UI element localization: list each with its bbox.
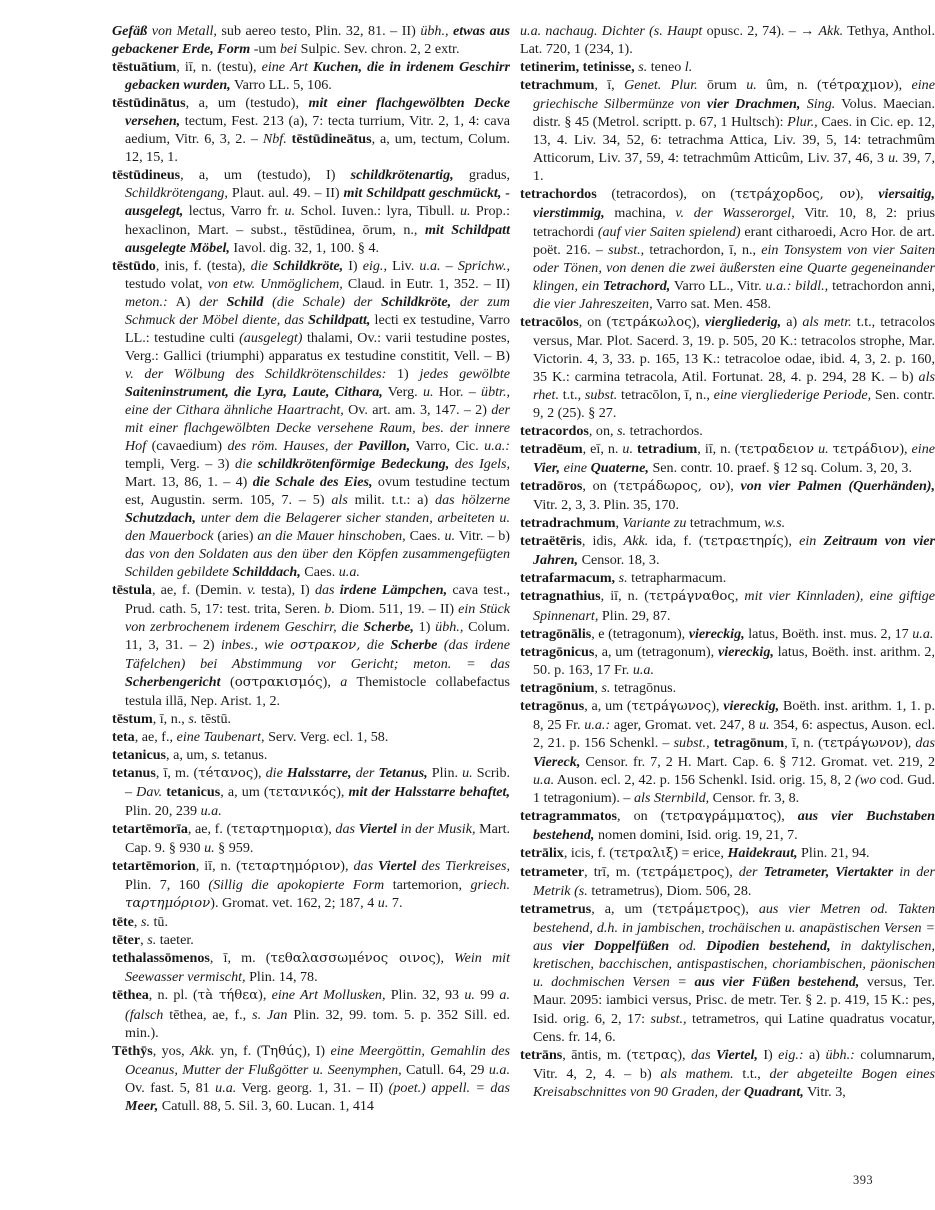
left-column	[112, 22, 512, 1115]
dictionary-entry: tetrachmum, ī, Genet. Plur. ōrum u. ûm, n. (τéτραχμον), eine griechische Silbermünze von vier Drachmen, Sing. Volus. Maecian. distr. § 45 (Metrol. scriptt. p. 67, 1 Hultsch): Plur., Caes. in Cic. ep. 12, 13, 4. Liv. 34, 52, 6: tetrachma Attica, Liv. 39, 5, 14: tetrachmûm Atticorum, Liv. 37, 59, 4: tetrachmûm Atticûm, Liv. 37, 46, 3 u. 39, 7, 1.	[520, 77, 935, 185]
dictionary-entry: tēstula, ae, f. (Demin. v. testa), I) das irdene Lämpchen, cava test., Prud. cath. 5, 17: test. trita, Seren. b. Diom. 511, 19. – II) ein Stück von zerbrochenem irdenem Geschirr, die Scherbe, 1) übh., Colum. 11, 3, 31. – 2) inbes., wie οστρακον, die Scherbe (das irdene Täfelchen) bei Abstimmung vor Gericht; meton. = das Scherbengericht (οστρακισμóς), a Themistocle collabefactus testula illā, Nep. Arist. 1, 2.	[112, 582, 510, 709]
dictionary-entry: tetragōnicus, a, um (tetragonum), viereckig, latus, Boëth. inst. arithm. 2, 50. p. 163, 17 Fr. u.a.	[520, 643, 935, 678]
page-number: 393	[853, 1173, 873, 1187]
dictionary-entry: tetradōros, on (τετρáδωρος, ον), von vier Palmen (Querhänden), Vitr. 2, 3, 3. Plin. 35, 170.	[520, 478, 935, 514]
dictionary-entry: tetracordos, on, s. tetrachordos.	[520, 423, 703, 440]
dictionary-entry: tetrāns, āntis, m. (τετρας), das Viertel, I) eig.: a) übh.: columnarum, Vitr. 4, 2, 4. – b) als mathem. t.t., der abgeteilte Bogen eines Kreisabschnittes von 90 Graden, der Quadrant, Vitr. 3,	[520, 1046, 935, 1100]
right-column	[520, 22, 935, 1101]
dictionary-entry: tēstūdineus, a, um (testudo), I) schildkrötenartig, gradus, Schildkrötengang, Plaut. aul. 49. – II) mit Schildpatt geschmückt, -ausgelegt, lectus, Varro fr. u. Schol. Iuven.: lyra, Tibull. u. Prop.: hexaclinon, Mart. – subst., tēstūdinea, ōrum, n., mit Schildpatt ausgelegte Möbel, Iavol. dig. 32, 1, 100. § 4.	[112, 167, 510, 256]
dictionary-entry: tēstum, ī, n., s. tēstū.	[112, 710, 232, 727]
dictionary-entry: tēstūdo, inis, f. (testa), die Schildkröte, I) eig., Liv. u.a. – Sprichw., testudo volat, von etw. Unmöglichem, Claud. in Eutr. 1, 352. – II) meton.: A) der Schild (die Schale) der Schildkröte, der zum Schmuck der Möbel diente, das Schildpatt, lecti ex testudine, Varro LL.: testudine culti (ausgelegt) thalami, Ov.: varii testudine postes, Verg.: Gallici (triumphi) apparatus ex testudine constitit, Vell. – B) v. der Wölbung des Schildkrötenschildes: 1) jedes gewölbte Saiteninstrument, die Lyra, Laute, Cithara, Verg. u. Hor. – übtr., eine der Cithara ähnliche Haartracht, Ov. art. am. 3, 147. – 2) der mit einer flachgewölbten Decke versehene Raum, bes. der innere Hof (cavaedium) des röm. Hauses, der Pavillon, Varro, Cic. u.a.: templi, Verg. – 3) die schildkrötenförmige Bedeckung, des Igels, Mart. 13, 86, 1. – 4) die Schale des Eies, ovum testudine tectum est, Augustin. serm. 105, 7. – 5) als milit. t.t.: a) das hölzerne Schutzdach, unter dem die Belagerer sicher standen, arbeiteten u. den Mauerbock (aries) an die Mauer hinschoben, Caes. u. Vitr. – b) das von den Soldaten aus den über den Köpfen zusammengefügten Schilden gebildete Schilddach, Caes. u.a.	[112, 257, 511, 581]
dictionary-entry: tetragōnālis, e (tetragonum), viereckig, latus, Boëth. inst. mus. 2, 17 u.a.	[520, 625, 934, 642]
dictionary-entry: tetradēum, eī, n. u. tetradium, iī, n. (τετραδειον u. τετρáδιον), eine Vier, eine Quaterne, Sen. contr. 10. praef. § 12 sq. Colum. 3, 20, 3.	[520, 441, 935, 477]
dictionary-entry: Tēthȳs, yos, Akk. yn, f. (Τηθúς), I) eine Meergöttin, Gemahlin des Oceanus, Mutter der Flußgötter u. Seenymphen, Catull. 64, 29 u.a. Ov. fast. 5, 81 u.a. Verg. georg. 1, 31. – II) (poet.) appell. = das Meer, Catull. 88, 5. Sil. 3, 60. Lucan. 1, 414	[112, 1042, 511, 1114]
dictionary-entry: tetragōnium, s. tetragōnus.	[520, 679, 677, 696]
dictionary-entry: tethalassōmenos, ī, m. (τεθαλασσωμéνος οινος), Wein mit Seewasser vermischt, Plin. 14, 78.	[112, 950, 510, 986]
dictionary-entry: tetartēmorīa, ae, f. (τεταρτημορια), das Viertel in der Musik, Mart. Cap. 9. § 930 u. § 959.	[112, 821, 511, 857]
dictionary-entry: tetartēmorion, iī, n. (τεταρτημóριον), das Viertel des Tierkreises, Plin. 7, 160 (Sillig die apokopierte Form tartemorion, griech. ταρτημóριον). Gromat. vet. 162, 2; 187, 4 u. 7.	[112, 858, 510, 912]
dictionary-entry: tetragnathius, iī, n. (τετρáγναθος, mit vier Kinnladen), eine giftige Spinnenart, Plin. 29, 87.	[520, 588, 935, 624]
dictionary-entry: tetanus, ī, m. (τéτανος), die Halsstarre, der Tetanus, Plin. u. Scrib. – Dav. tetanicus, a, um (τετανικóς), mit der Halsstarre behaftet, Plin. 20, 239 u.a.	[112, 764, 511, 820]
dictionary-entry: tetraëtēris, idis, Akk. ida, f. (τετραετηρíς), ein Zeitraum von vier Jahren, Censor. 18, 3.	[520, 533, 935, 569]
dictionary-entry: tetracōlos, on (τετρáκωλος), viergliederig, a) als metr. t.t., tetracolos versus, Mar. Plot. Sacerd. 3, 19. p. 505, 20 K.: tetracolos strophe, Mar. Victorin. 4, 3, 33. p. 165, 13 K.: tetracoloe odae, ibid. 4, 3, 2. p. 160, 35 K.: carmina tetracola, Atil. Fortunat. 28, 4. p. 294, 28 K. – b) als rhet. t.t., subst. tetracōlon, ī, n., eine viergliederige Periode, Sen. contr. 9, 2 (25). § 27.	[520, 313, 935, 421]
dictionary-entry: tetradrachmum, Variante zu tetrachmum, w.s.	[520, 515, 786, 532]
dictionary-entry: tēthea, n. pl. (τà τήθεα), eine Art Mollusken, Plin. 32, 93 u. 99 a. (falsch tēthea, ae, f., s. Jan Plin. 32, 99. tom. 5. p. 352 Sill. ed. min.).	[112, 987, 510, 1041]
dictionary-entry: tēstuātium, iī, n. (testu), eine Art Kuchen, die in irdenem Geschirr gebacken wurden, Varro LL. 5, 106.	[112, 59, 510, 94]
dictionary-entry: tetragrammatos, on (τετραγρáμματος), aus vier Buchstaben bestehend, nomen domini, Isid. orig. 19, 21, 7.	[520, 808, 935, 844]
two-column-layout	[0, 22, 935, 1115]
dictionary-entry: tetrameter, trī, m. (τετρáμετρος), der Tetrameter, Viertakter in der Metrik (s. tetrametrus), Diom. 506, 28.	[520, 864, 935, 900]
dictionary-entry: tetragōnus, a, um (τετρáγωνος), viereckig, Boëth. inst. arithm. 1, 1. p. 8, 25 Fr. u.a.: ager, Gromat. vet. 247, 8 u. 354, 6: aspectus, Auson. ecl. 2, 21. p. 156 Schenkl. – subst., tetragōnum, ī, n. (τετρáγωνον), das Viereck, Censor. fr. 7, 2 H. Mart. Cap. 6. § 712. Gromat. vet. 219, 2 u.a. Auson. ecl. 2, 42. p. 156 Schenkl. Isid. orig. 15, 8, 2 (wo cod. Gud. 1 tetragonium). – als Sternbild, Censor. fr. 3, 8.	[520, 697, 935, 806]
dictionary-entry: u.a. nachaug. Dichter (s. Haupt opusc. 2, 74). – → Akk. Tethya, Anthol. Lat. 720, 1 (234, 1).	[520, 23, 935, 58]
dictionary-entry: Gefäß von Metall, sub aereo testo, Plin. 32, 81. – II) übh., etwas aus gebackener Erde, Form -um bei Sulpic. Sev. chron. 2, 2 extr.	[112, 23, 510, 58]
dictionary-entry: tetrametrus, a, um (τετρáμετρος), aus vier Metren od. Takten bestehend, d.h. in jambischen, trochäischen u. anapästischen Versen = aus vier Doppelfüßen od. Dipodien bestehend, in daktylischen, kretischen, bacchischen, antispastischen, choriambischen, päonischen u. dochmischen Versen = aus vier Füßen bestehend, versus, Ter. Maur. 2095: iambici versus, Prisc. de metr. Ter. § 2. p. 419, 15 K.: pes, Isid. orig. 6, 2, 17: subst., tetrametros, qui Latine quadratus vocatur, Cens. fr. 14, 6.	[520, 901, 935, 1045]
dictionary-entry: tetrafarmacum, s. tetrapharmacum.	[520, 570, 727, 587]
dictionary-entry: tetrachordos (tetracordos), on (τετρáχορδος, ον), viersaitig, vierstimmig, machina, v. der Wasserorgel, Vitr. 10, 8, 2: prius tetrachordi (auf vier Saiten spielend) erant citharoedi, Acro Hor. de art. poët. 216. – subst., tetrachordon, ī, n., ein Tonsystem von vier Saiten oder Tönen, von denen die zwei äußersten eine Quarte gegeneinander klingen, ein Tetrachord, Varro LL., Vitr. u.a.: bildl., tetrachordon anni, die vier Jahreszeiten, Varro sat. Men. 458.	[520, 186, 935, 312]
dictionary-entry: tetanicus, a, um, s. tetanus.	[112, 746, 268, 763]
dictionary-entry: tetrālix, icis, f. (τετραλιξ) = erice, Haidekraut, Plin. 21, 94.	[520, 845, 870, 862]
dictionary-entry: teta, ae, f., eine Taubenart, Serv. Verg. ecl. 1, 58.	[112, 728, 389, 745]
dictionary-entry: tēstūdinātus, a, um (testudo), mit einer flachgewölbten Decke versehen, tectum, Fest. 213 (a), 7: tecta turrium, Vitr. 2, 1, 4: cava aedium, Vitr. 6, 3, 2. – Nbf. tēstūdineātus, a, um, tectum, Colum. 12, 15, 1.	[112, 95, 511, 166]
dictionary-entry: tēte, s. tū.	[112, 914, 168, 931]
dictionary-entry: tēter, s. taeter.	[112, 932, 194, 949]
dictionary-entry: tetinerim, tetinisse, s. teneo l.	[520, 59, 693, 76]
